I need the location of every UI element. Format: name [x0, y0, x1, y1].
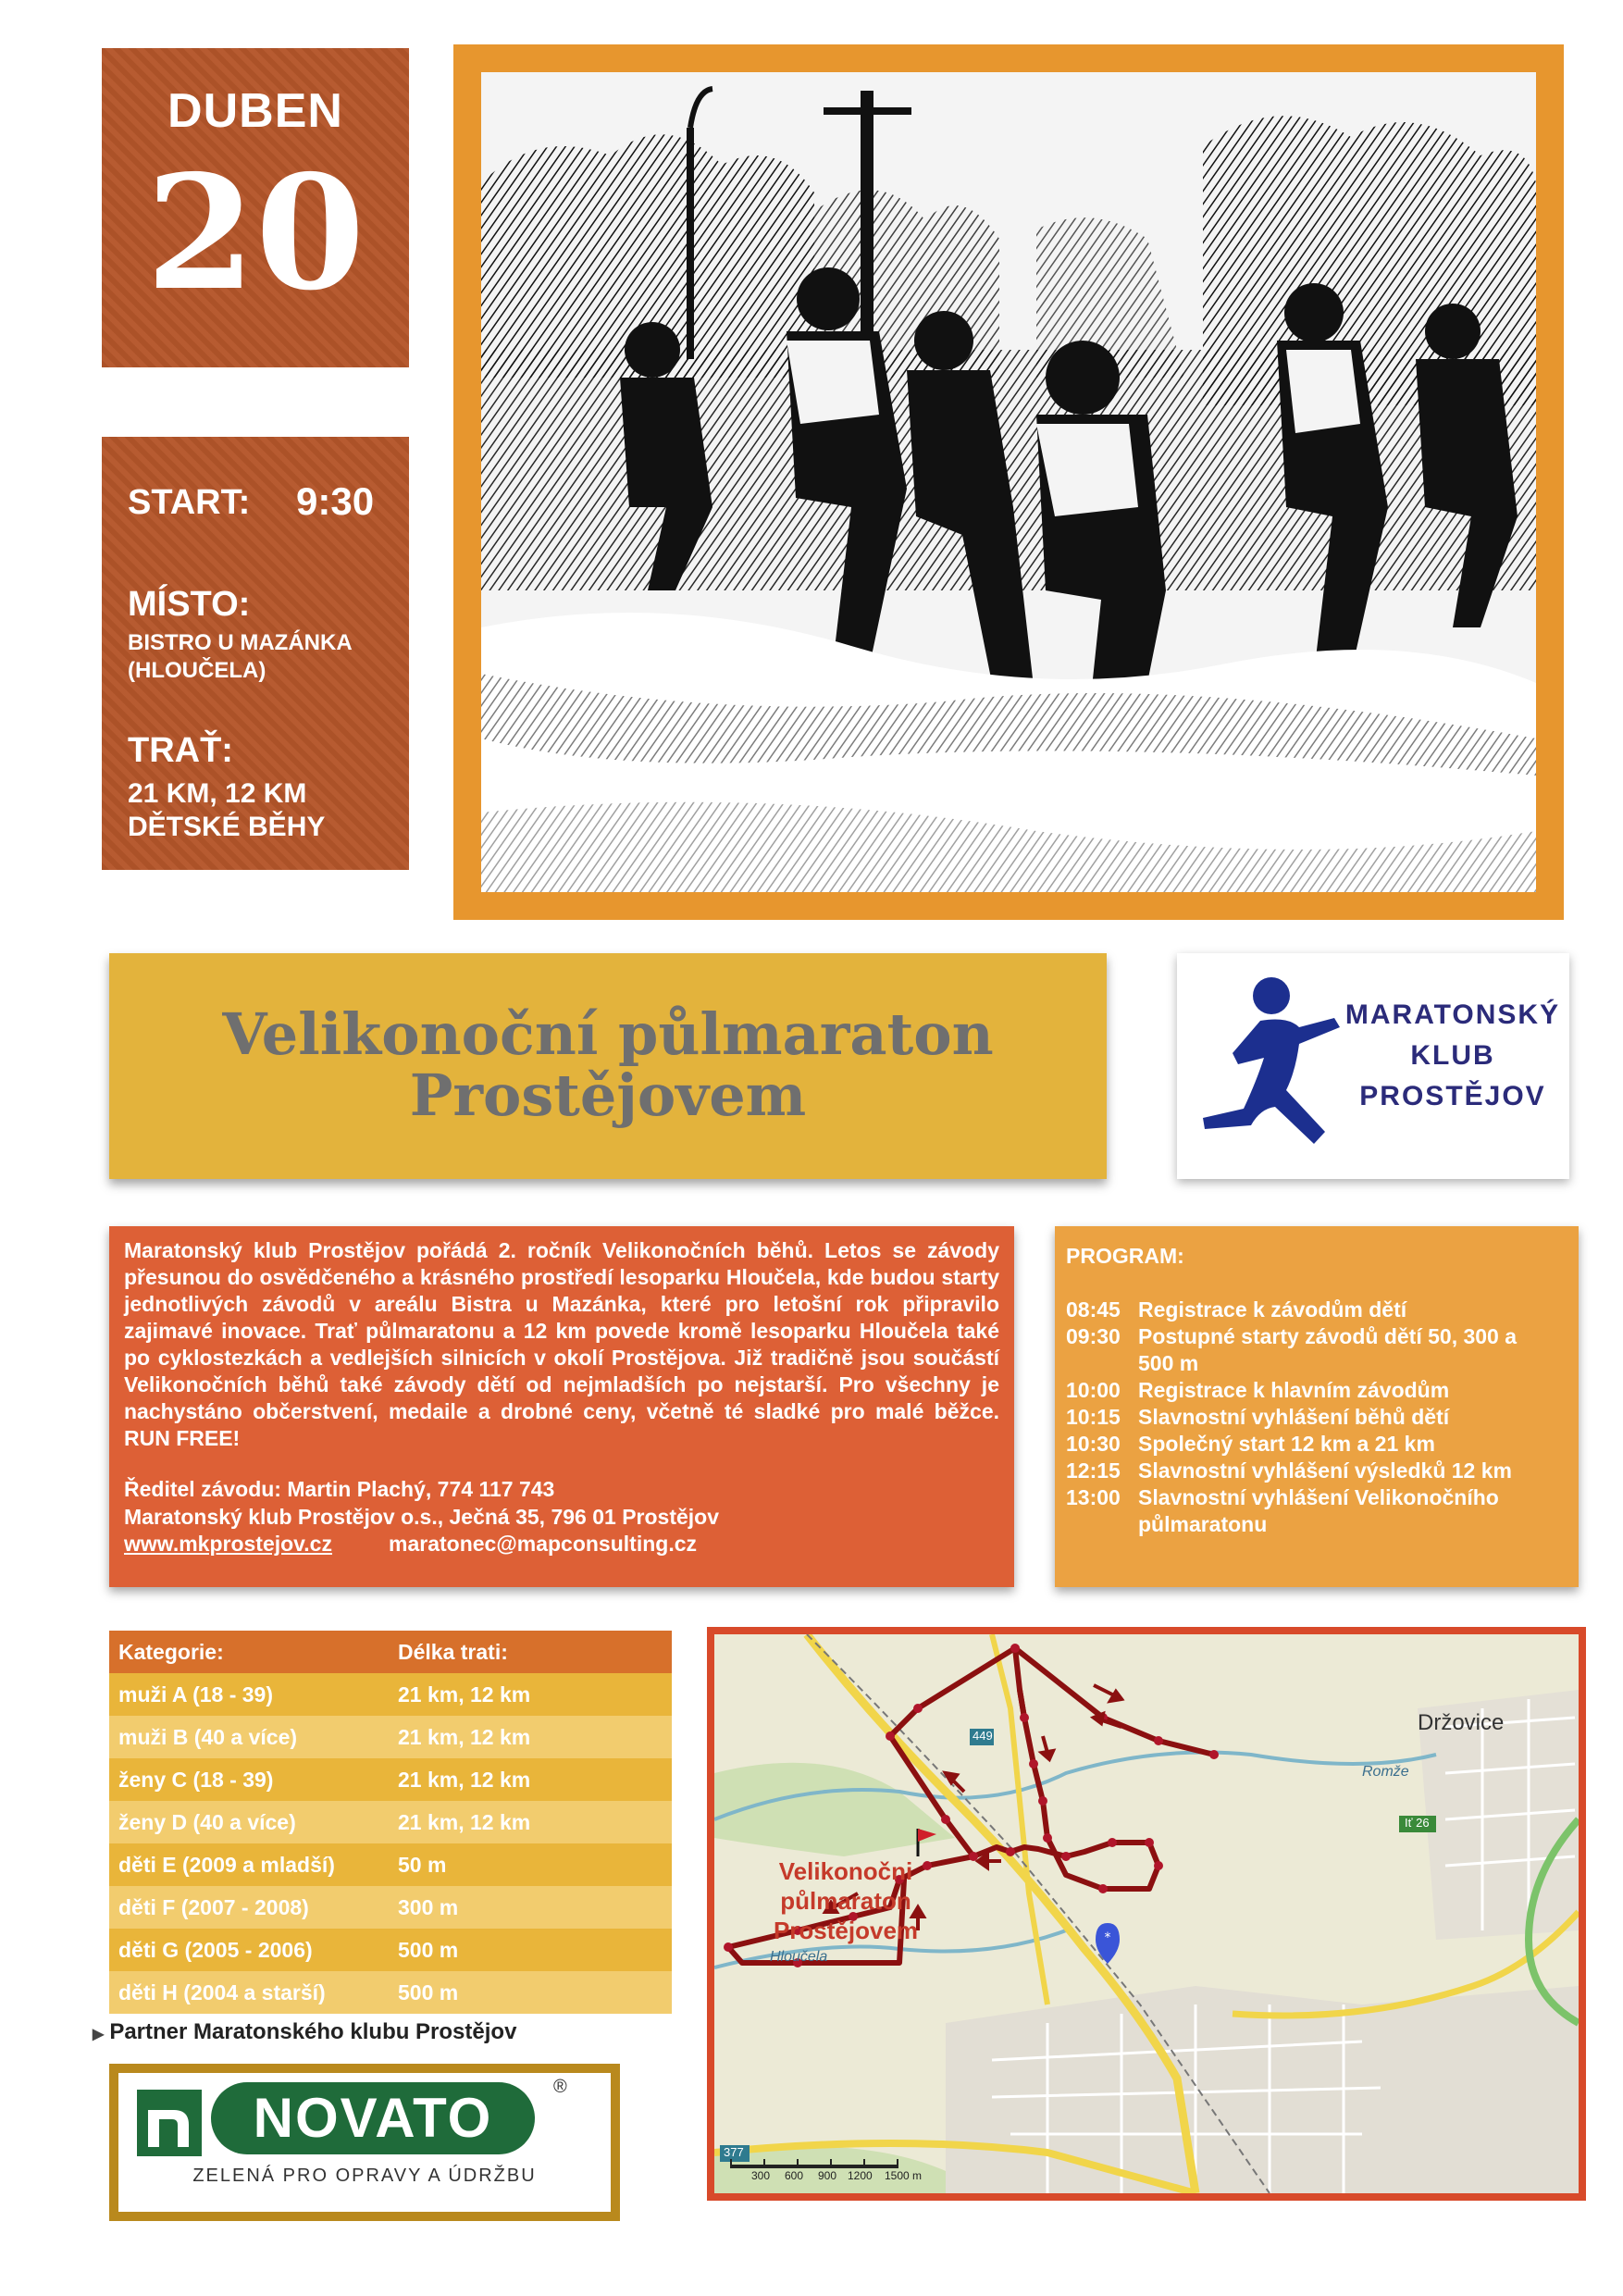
table-row	[109, 1971, 672, 2014]
title-banner	[109, 953, 1107, 1179]
title-line1: Velikonoční půlmaraton	[222, 1000, 994, 1068]
category-cell: muži B (40 a více)	[118, 1725, 298, 1749]
novato-tagline: ZELENÁ PRO OPRAVY A ÚDRŽBU	[192, 2166, 537, 2186]
novato-brand: NOVATO	[253, 2087, 493, 2149]
novato-mark-icon	[137, 2090, 202, 2156]
runners-illustration	[481, 72, 1536, 892]
program-time: 10:15	[1066, 1405, 1121, 1429]
road-26-label: Iť 26	[1405, 1816, 1430, 1830]
program-text: Společný start 12 km a 21 km	[1138, 1432, 1435, 1456]
club-logo	[1177, 953, 1569, 1179]
category-cell: ženy C (18 - 39)	[118, 1768, 274, 1792]
map-town-label: Držovice	[1418, 1710, 1505, 1735]
length-header: Délka trati:	[398, 1640, 508, 1664]
track-line2: DĚTSKÉ BĚHY	[128, 812, 326, 842]
program-box	[1055, 1226, 1579, 1587]
track-line1: 21 KM, 12 KM	[128, 778, 307, 809]
program-text: Slavnostní vyhlášení běhů dětí	[1138, 1405, 1450, 1429]
program-time: 12:15	[1066, 1458, 1121, 1483]
length-cell: 21 km, 12 km	[398, 1682, 531, 1706]
club-name	[1342, 995, 1564, 1117]
program-time: 10:30	[1066, 1432, 1121, 1456]
description-text: Maratonský klub Prostějov pořádá 2. ročník Velikonočních běhů. Letos se závody přesunou do osvědčeného a krásného prostředí lesoparku Hloučela, kde budou starty jednotlivých závodů v areálu Bistra u Mazánka, které pro letošní rok připravilo zajimavé inovace. Trať půlmaratonu a 12 km povede kromě lesoparku Hloučela také po cyklostezkách a vedlejších silnicích v okolí Prostějova. Již tradičně jsou součástí Velikonočních běhů také závody dětí od nejmladších po nejstarší. Pro všechny je nachystáno občerstvení, medaile a drobné ceny, včetně té sladké pro malé běžce. RUN FREE!	[124, 1238, 999, 1450]
map-river-hloucela: Hloučela	[770, 1949, 828, 1965]
table-row	[109, 1843, 672, 1886]
route-map-frame	[707, 1627, 1586, 2201]
scale-1500: 1500 m	[885, 2169, 923, 2182]
category-cell: děti G (2005 - 2006)	[118, 1938, 313, 1962]
title-line2: Prostějovem	[409, 1061, 807, 1129]
bullet-arrow-icon: ▶	[93, 2027, 105, 2042]
road-377-label: 377	[724, 2145, 744, 2159]
scale-900: 900	[818, 2169, 837, 2182]
club-name-line3: PROSTĚJOV	[1359, 1081, 1546, 1111]
program-time: 10:00	[1066, 1378, 1121, 1402]
start-time: 9:30	[296, 479, 375, 523]
club-address: Maratonský klub Prostějov o.s., Ječná 35, 796 01 Prostějov	[124, 1505, 720, 1529]
category-cell: děti F (2007 - 2008)	[118, 1895, 309, 1919]
program-text: Slavnostní vyhlášení výsledků 12 km	[1138, 1458, 1512, 1483]
description-box	[109, 1226, 1014, 1587]
event-day: 20	[145, 141, 365, 326]
length-cell: 21 km, 12 km	[398, 1725, 531, 1749]
table-row	[109, 1716, 672, 1758]
scale-1200: 1200	[848, 2169, 873, 2182]
program-text: Registrace k závodům dětí	[1138, 1297, 1407, 1322]
email-address: maratonec@mapconsulting.cz	[389, 1532, 697, 1556]
novato-logo[interactable]	[109, 2064, 620, 2221]
length-cell: 500 m	[398, 1980, 459, 2004]
category-cell: děti H (2004 a starší)	[118, 1980, 326, 2004]
scale-600: 600	[785, 2169, 804, 2182]
map-title	[725, 1856, 966, 1945]
table-row	[109, 1801, 672, 1843]
length-cell: 21 km, 12 km	[398, 1768, 531, 1792]
table-row	[109, 1758, 672, 1801]
length-cell: 50 m	[398, 1853, 447, 1877]
table-row	[109, 1929, 672, 1971]
program-text: Postupné starty závodů dětí 50, 300 a 500 m	[1138, 1324, 1518, 1375]
start-label: START:	[128, 483, 251, 522]
length-cell: 300 m	[398, 1895, 459, 1919]
length-cell: 500 m	[398, 1938, 459, 1962]
event-month: DUBEN	[167, 84, 343, 138]
route-map[interactable]	[714, 1634, 1579, 2193]
place-line1: BISTRO U MAZÁNKA	[128, 630, 353, 655]
program-time: 09:30	[1066, 1324, 1121, 1348]
program-time: 13:00	[1066, 1485, 1121, 1509]
program-text: Registrace k hlavním závodům	[1138, 1378, 1450, 1402]
program-heading: PROGRAM:	[1066, 1244, 1184, 1268]
category-cell: ženy D (40 a více)	[118, 1810, 296, 1834]
category-cell: děti E (2009 a mladší)	[118, 1853, 335, 1877]
runners-photo	[481, 72, 1536, 892]
program-text: Slavnostní vyhlášení Velikonočního půlmaratonu	[1138, 1485, 1499, 1536]
date-box	[102, 48, 409, 367]
runner-logo-icon	[1196, 970, 1353, 1164]
length-cell: 21 km, 12 km	[398, 1810, 531, 1834]
table-row	[109, 1886, 672, 1929]
place-line2: (HLOUČELA)	[128, 658, 266, 683]
category-cell: muži A (18 - 39)	[118, 1682, 273, 1706]
map-river-romze: Romže	[1362, 1764, 1409, 1780]
map-title-line1: Velikonočni půlmaraton	[778, 1857, 913, 1915]
program-time: 08:45	[1066, 1297, 1121, 1322]
partner-label: ▶ Partner Maratonského klubu Prostějov	[93, 2019, 517, 2044]
event-title	[109, 1000, 1107, 1129]
map-title-line2: Prostějovem	[773, 1917, 919, 1944]
club-name-line1: MARATONSKÝ	[1344, 999, 1561, 1030]
website-link[interactable]: www.mkprostejov.cz	[124, 1532, 332, 1556]
place-label: MÍSTO:	[128, 585, 251, 624]
table-row	[109, 1673, 672, 1716]
pin-asterisk-icon: *	[1104, 1930, 1111, 1945]
race-director: Ředitel závodu: Martin Plachý, 774 117 743	[124, 1477, 555, 1501]
category-header: Kategorie:	[118, 1640, 224, 1664]
photo-frame	[453, 44, 1564, 920]
event-info-box	[102, 437, 409, 870]
registered-mark: ®	[553, 2077, 567, 2097]
club-name-line2: KLUB	[1410, 1040, 1495, 1071]
track-label: TRAŤ:	[128, 731, 233, 770]
scale-300: 300	[751, 2169, 771, 2182]
road-449-label: 449	[973, 1729, 993, 1743]
table-header	[109, 1631, 672, 1673]
